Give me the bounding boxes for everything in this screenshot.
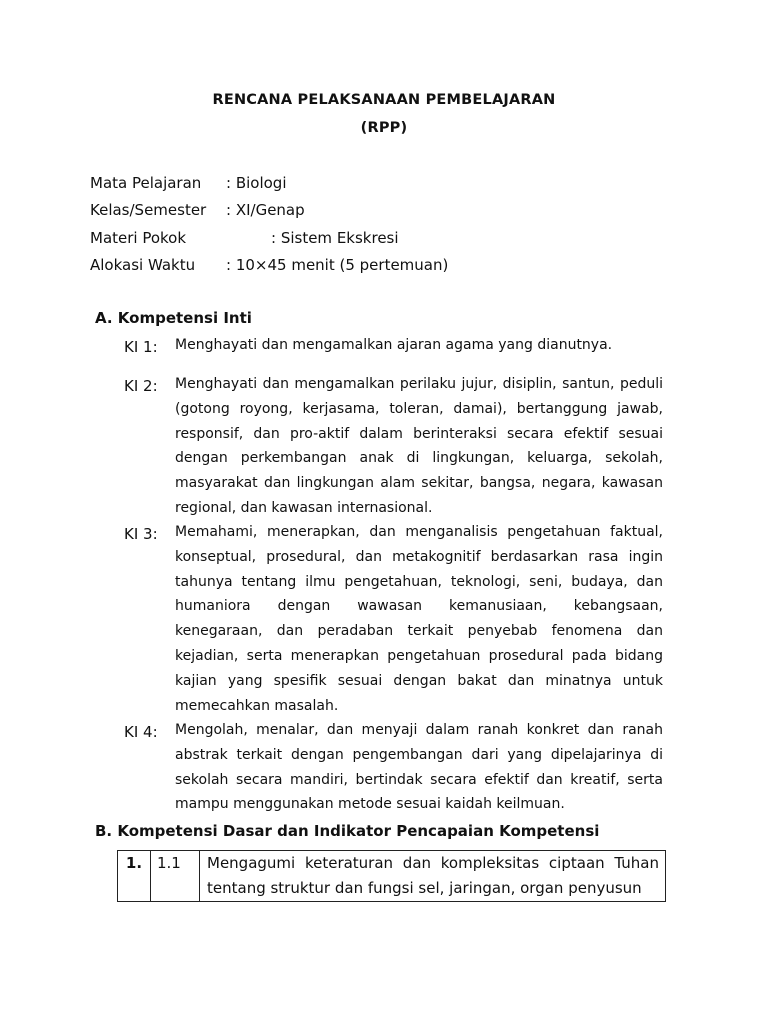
meta-label: Mata Pelajaran [90, 174, 202, 192]
meta-value: : 10×45 menit (5 pertemuan) [226, 256, 449, 274]
ki-3-text: Memahami, menerapkan, dan menganalisis pengetahuan faktual, konseptual, prosedural, dan metakognitif berdasarkan rasa ingin tahunya tentang ilmu pengetahuan, teknologi, seni, budaya, dan humaniora dengan wawasan kemanusiaan, kebangsaan, kenegaraan, dan peradaban terkait penyebab fenomena dan kejadian, serta menerapkan pengetahuan prosedural pada bidang kajian yang spesifik sesuai dengan bakat dan minatnya untuk memecahkan masalah. [175, 524, 663, 714]
competency-description: Mengagumi keteraturan dan kompleksitas ciptaan Tuhan tentang struktur dan fungsi sel, jaringan, organ penyusun [200, 851, 666, 902]
meta-label: Alokasi Waktu [90, 256, 196, 274]
section-b-heading: B. Kompetensi Dasar dan Indikator Pencapaian Kompetensi [95, 822, 600, 840]
ki-4-label: KI 4: [124, 723, 158, 741]
meta-label: Kelas/Semester [90, 201, 207, 219]
ki-2-label: KI 2: [124, 377, 158, 395]
competency-table [117, 850, 666, 902]
meta-value: : Sistem Ekskresi [271, 229, 399, 247]
document-title: RENCANA PELAKSANAAN PEMBELAJARAN [212, 92, 556, 108]
ki-2-text: Menghayati dan mengamalkan perilaku jujur, disiplin, santun, peduli (gotong royong, kerjasama, toleran, damai), bertanggung jawab, responsif, dan pro-aktif dalam berinteraksi secara efektif sesuai dengan perkembangan anak di lingkungan, keluarga, sekolah, masyarakat dan lingkungan alam sekitar, bangsa, negara, kawasan regional, dan kawasan internasional. [175, 376, 663, 516]
section-a-heading: A. Kompetensi Inti [95, 309, 252, 327]
table-row [118, 851, 666, 902]
meta-label: Materi Pokok [90, 229, 187, 247]
competency-code: 1.1 [151, 851, 200, 902]
row-number: 1. [118, 851, 151, 902]
meta-value: : XI/Genap [226, 201, 305, 219]
document-subtitle: (RPP) [360, 120, 408, 136]
ki-1-text: Menghayati dan mengamalkan ajaran agama yang dianutnya. [175, 337, 613, 353]
ki-4-text: Mengolah, menalar, dan menyaji dalam ranah konkret dan ranah abstrak terkait dengan pengembangan dari yang dipelajarinya di sekolah secara mandiri, bertindak secara efektif dan kreatif, serta mampu menggunakan metode sesuai kaidah keilmuan. [175, 722, 663, 813]
meta-value: : Biologi [226, 174, 287, 192]
ki-3-label: KI 3: [124, 525, 158, 543]
ki-1-label: KI 1: [124, 338, 158, 356]
